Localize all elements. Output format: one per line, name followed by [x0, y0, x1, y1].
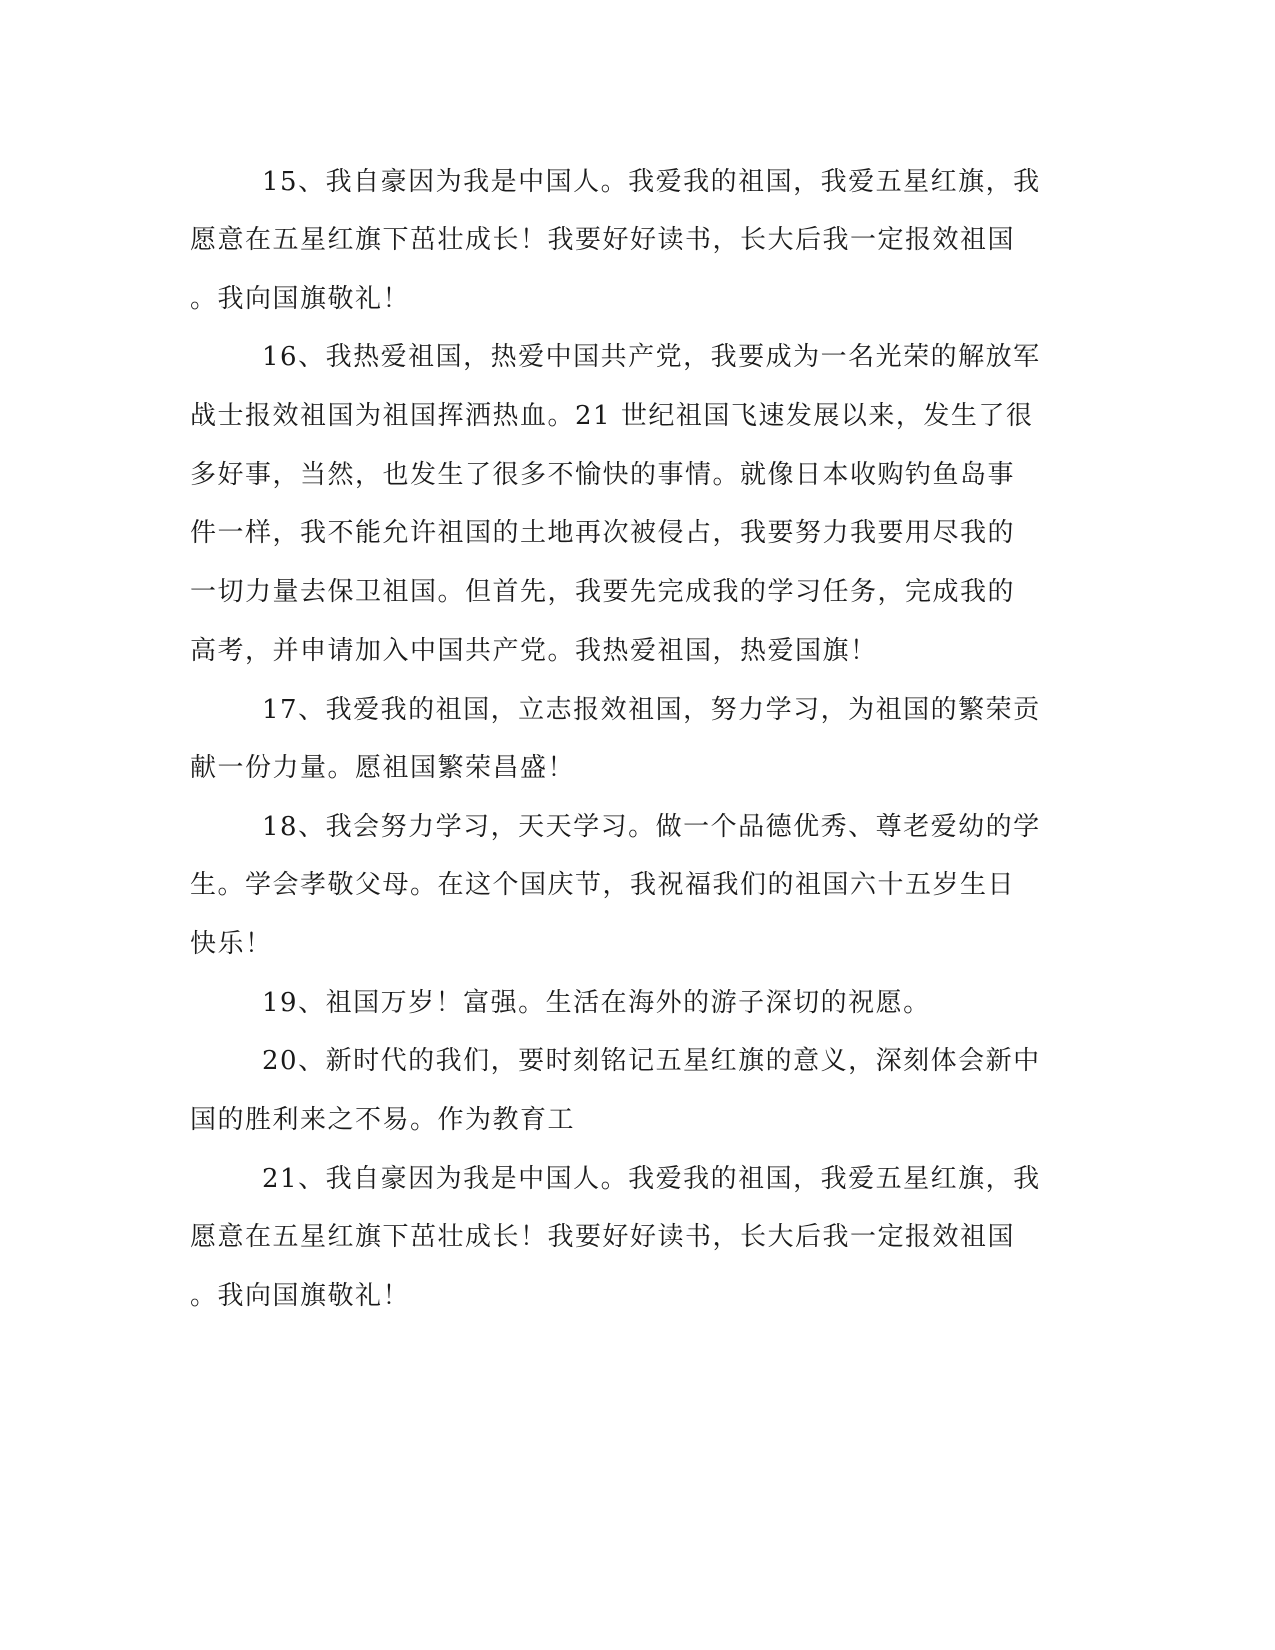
paragraph-18-line-3: 快乐！ — [190, 929, 273, 959]
paragraph-20-line-1: 20、新时代的我们，要时刻铭记五星红旗的意义，深刻体会新中 — [262, 1046, 1041, 1076]
paragraph-16-line-2: 战士报效祖国为祖国挥洒热血。21 世纪祖国飞速发展以来，发生了很 — [190, 401, 1034, 431]
paragraph-15-line-2: 愿意在五星红旗下茁壮成长！我要好好读书，长大后我一定报效祖国 — [190, 225, 1016, 255]
paragraph-17-line-1: 17、我爱我的祖国，立志报效祖国，努力学习，为祖国的繁荣贡 — [262, 695, 1041, 725]
paragraph-18-line-2: 生。学会孝敬父母。在这个国庆节，我祝福我们的祖国六十五岁生日 — [190, 870, 1016, 900]
paragraph-18-line-1: 18、我会努力学习，天天学习。做一个品德优秀、尊老爱幼的学 — [262, 812, 1041, 842]
paragraph-16-line-3: 多好事，当然，也发生了很多不愉快的事情。就像日本收购钓鱼岛事 — [190, 460, 1016, 490]
paragraph-16-line-5: 一切力量去保卫祖国。但首先，我要先完成我的学习任务，完成我的 — [190, 577, 1016, 607]
paragraph-16-line-1: 16、我热爱祖国，热爱中国共产党，我要成为一名光荣的解放军 — [262, 342, 1041, 372]
paragraph-16-line-4: 件一样，我不能允许祖国的土地再次被侵占，我要努力我要用尽我的 — [190, 518, 1016, 548]
paragraph-21-line-2: 愿意在五星红旗下茁壮成长！我要好好读书，长大后我一定报效祖国 — [190, 1222, 1016, 1252]
paragraph-15-line-1: 15、我自豪因为我是中国人。我爱我的祖国，我爱五星红旗，我 — [262, 167, 1041, 197]
paragraph-20-line-2: 国的胜利来之不易。作为教育工 — [190, 1105, 576, 1135]
paragraph-16-line-6: 高考，并申请加入中国共产党。我热爱祖国，热爱国旗！ — [190, 636, 878, 666]
paragraph-21-line-3: 。我向国旗敬礼！ — [190, 1281, 411, 1311]
paragraph-21-line-1: 21、我自豪因为我是中国人。我爱我的祖国，我爱五星红旗，我 — [262, 1164, 1041, 1194]
paragraph-19-line-1: 19、祖国万岁！富强。生活在海外的游子深切的祝愿。 — [262, 988, 931, 1018]
paragraph-15-line-3: 。我向国旗敬礼！ — [190, 284, 411, 314]
paragraph-17-line-2: 献一份力量。愿祖国繁荣昌盛！ — [190, 753, 576, 783]
